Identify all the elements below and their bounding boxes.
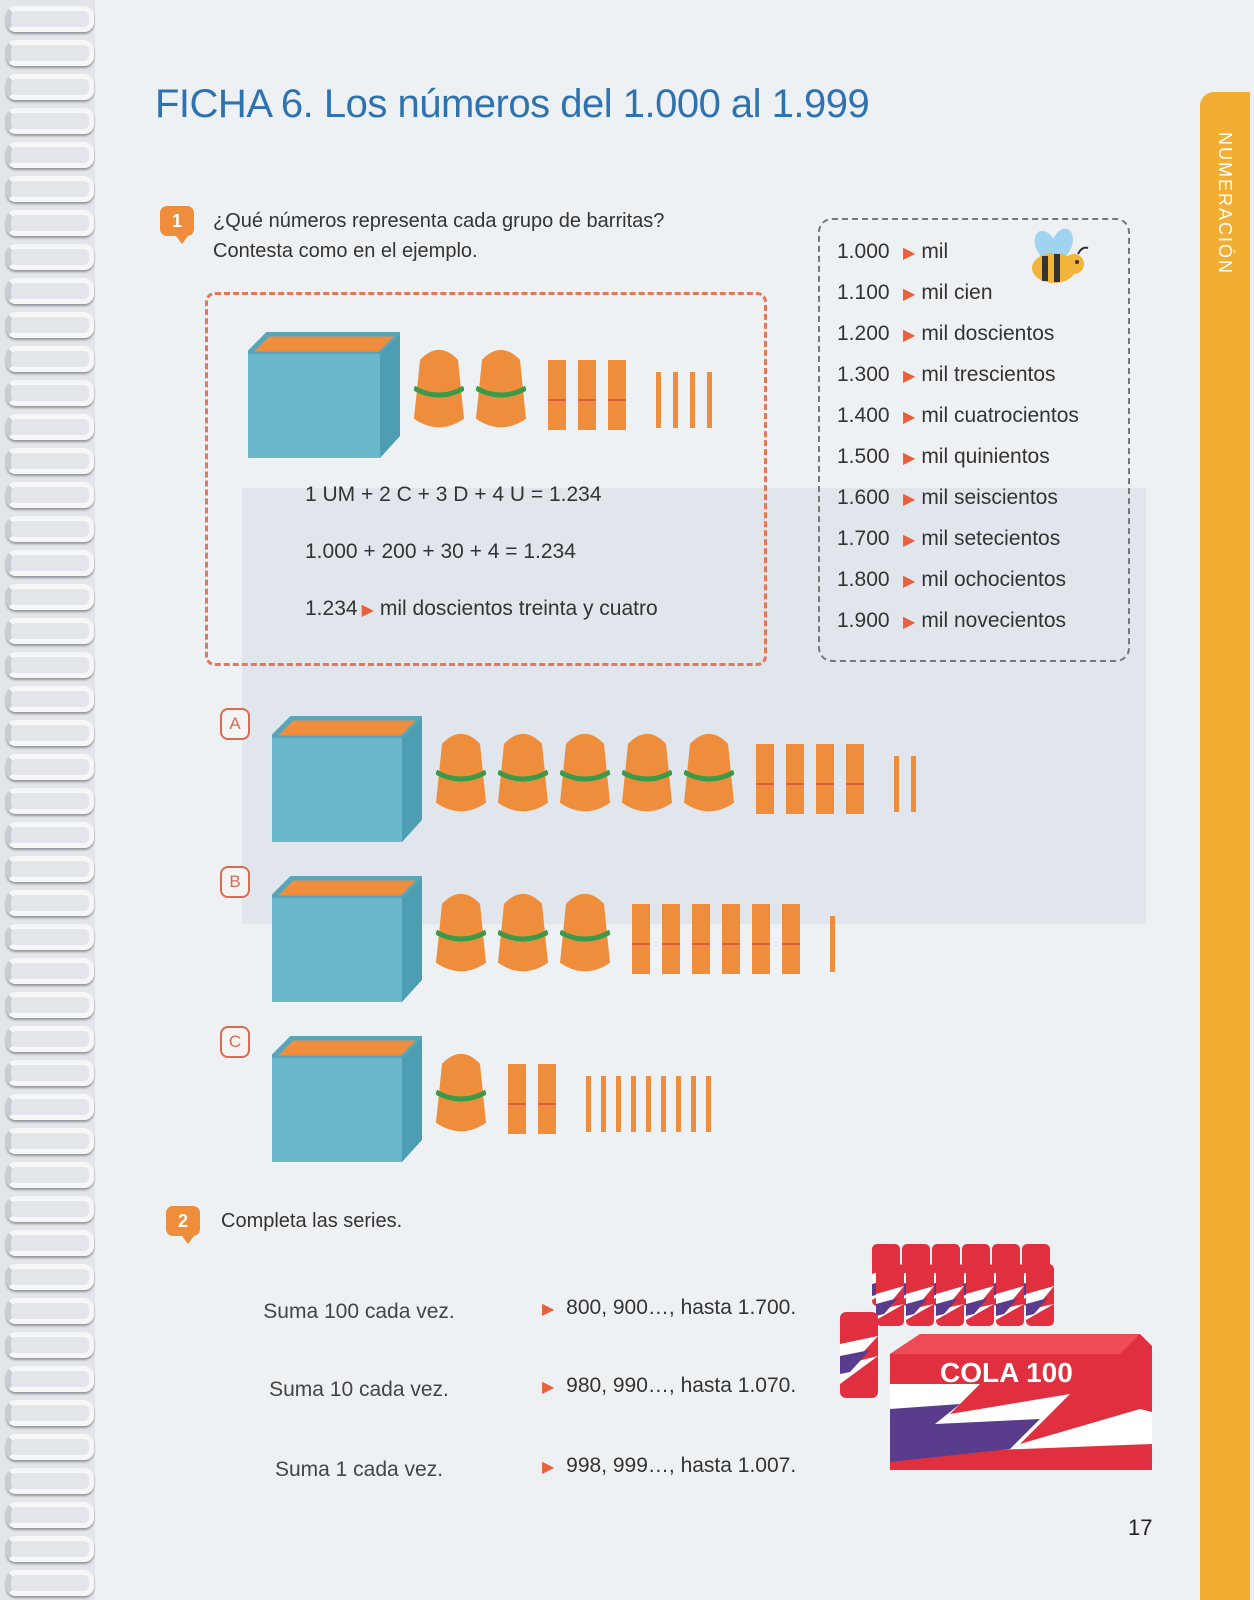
arrow-icon: ▶ — [903, 491, 916, 508]
cola-box-label: COLA 100 — [940, 1357, 1073, 1388]
unit-stick — [706, 1076, 711, 1132]
cola-box — [890, 1334, 1152, 1470]
unit-stick — [707, 372, 712, 428]
cola-can — [936, 1264, 964, 1326]
reference-number: 1.900 — [837, 609, 890, 632]
reference-words: mil cien — [921, 281, 993, 304]
reference-row — [837, 404, 1079, 428]
exercise-1-instruction: Contesta como en el ejemplo. — [213, 240, 478, 262]
spiral-ring — [6, 1128, 94, 1154]
spiral-ring — [6, 1230, 94, 1256]
arrow-icon: ▶ — [903, 573, 916, 590]
example-equation-1: 1 UM + 2 C + 3 D + 4 U = 1.234 — [305, 483, 602, 506]
arrow-icon: ▶ — [903, 409, 916, 426]
page-number: 17 — [1128, 1515, 1153, 1540]
spiral-ring — [6, 1570, 94, 1596]
ten-rod — [786, 744, 804, 814]
series-1 — [538, 1454, 796, 1478]
example-number: 1.234 — [305, 597, 358, 620]
spiral-ring — [6, 482, 94, 508]
spiral-ring — [6, 40, 94, 66]
arrow-icon: ▶ — [903, 286, 916, 303]
spiral-ring — [6, 686, 94, 712]
group-label-c: C — [220, 1026, 250, 1058]
thousand-cube — [272, 1036, 422, 1164]
spiral-ring — [6, 1536, 94, 1562]
reference-row — [837, 568, 1066, 592]
spiral-ring — [6, 720, 94, 746]
reference-words: mil ochocientos — [921, 568, 1067, 591]
spiral-ring — [6, 924, 94, 950]
unit-stick — [631, 1076, 636, 1132]
rod-mark — [846, 783, 864, 785]
rod-mark — [816, 783, 834, 785]
rod-mark — [538, 1103, 556, 1105]
series-10 — [538, 1374, 796, 1398]
series-10-text: 980, 990…, hasta 1.070. — [566, 1374, 797, 1397]
unit-stick — [691, 1076, 696, 1132]
spiral-ring — [6, 516, 94, 542]
can-stack — [872, 1244, 1054, 1326]
cola-can — [1026, 1264, 1054, 1326]
group-label-b: B — [220, 866, 250, 898]
exercise-2-badge: 2 — [166, 1206, 200, 1236]
spiral-ring — [6, 856, 94, 882]
unit-stick — [586, 1076, 591, 1132]
unit-stick — [911, 756, 916, 812]
arrow-icon: ▶ — [903, 532, 916, 549]
reference-number: 1.000 — [837, 240, 890, 263]
spiral-ring — [6, 1400, 94, 1426]
series-rule-10: Suma 10 cada vez. — [269, 1378, 449, 1401]
hundred-flat — [436, 888, 486, 976]
hundred-flat — [560, 728, 610, 816]
ten-rod — [692, 904, 710, 974]
spiral-ring — [6, 550, 94, 576]
reference-words: mil novecientos — [921, 609, 1067, 632]
spiral-ring — [6, 346, 94, 372]
hundred-flat — [622, 728, 672, 816]
reference-words: mil doscientos — [921, 322, 1055, 345]
unit-stick — [661, 1076, 666, 1132]
spiral-ring — [6, 74, 94, 100]
reference-row — [837, 527, 1060, 551]
spiral-ring — [6, 754, 94, 780]
spiral-ring — [6, 584, 94, 610]
arrow-icon: ▶ — [542, 1379, 555, 1396]
spiral-ring — [6, 1434, 94, 1460]
spiral-ring — [6, 448, 94, 474]
example-words: mil doscientos treinta y cuatro — [379, 597, 658, 620]
spiral-ring — [6, 278, 94, 304]
reference-number: 1.400 — [837, 404, 890, 427]
spiral-ring — [6, 210, 94, 236]
reference-number: 1.200 — [837, 322, 890, 345]
series-rule-1: Suma 1 cada vez. — [274, 1458, 444, 1481]
cola-can — [876, 1264, 904, 1326]
reference-row — [837, 609, 1066, 633]
arrow-icon: ▶ — [903, 327, 916, 344]
reference-row — [837, 240, 948, 264]
reference-words: mil quinientos — [921, 445, 1050, 468]
unit-stick — [656, 372, 661, 428]
hundred-flat — [476, 344, 526, 432]
unit-stick — [646, 1076, 651, 1132]
spiral-ring — [6, 1366, 94, 1392]
arrow-icon: ▶ — [903, 450, 916, 467]
rod-mark — [508, 1103, 526, 1105]
spiral-ring — [6, 1264, 94, 1290]
hundred-flat — [684, 728, 734, 816]
unit-stick — [601, 1076, 606, 1132]
unit-stick — [830, 916, 835, 972]
thousand-cube — [272, 716, 422, 844]
unit-stick — [690, 372, 695, 428]
rod-mark — [662, 943, 680, 945]
spiral-ring — [6, 958, 94, 984]
exercise-2-prompt: Completa las series. — [221, 1210, 403, 1232]
section-tab-label: NUMERACIÓN — [1215, 132, 1235, 276]
ten-rod — [632, 904, 650, 974]
unit-stick — [676, 1076, 681, 1132]
spiral-ring — [6, 890, 94, 916]
spiral-ring — [6, 1468, 94, 1494]
ten-rod — [756, 744, 774, 814]
series-1-text: 998, 999…, hasta 1.007. — [566, 1454, 797, 1477]
reference-row — [837, 445, 1050, 469]
hundred-flat — [498, 888, 548, 976]
arrow-icon: ▶ — [361, 602, 374, 619]
section-tab — [1200, 92, 1250, 1600]
spiral-ring — [6, 176, 94, 202]
rod-mark — [722, 943, 740, 945]
rod-mark — [752, 943, 770, 945]
ten-rod — [578, 360, 596, 430]
spiral-ring — [6, 992, 94, 1018]
spiral-binding — [0, 0, 95, 1600]
unit-stick — [673, 372, 678, 428]
rod-mark — [782, 943, 800, 945]
unit-stick — [616, 1076, 621, 1132]
example-in-words — [305, 597, 658, 621]
bee-icon — [1016, 226, 1096, 296]
rod-mark — [692, 943, 710, 945]
spiral-ring — [6, 312, 94, 338]
spiral-ring — [6, 142, 94, 168]
reference-row — [837, 486, 1058, 510]
ten-rod — [752, 904, 770, 974]
ten-rod — [538, 1064, 556, 1134]
spiral-ring — [6, 244, 94, 270]
reference-row — [837, 322, 1054, 346]
spiral-ring — [6, 108, 94, 134]
exercise-1-badge: 1 — [160, 206, 194, 236]
reference-number: 1.700 — [837, 527, 890, 550]
rod-mark — [786, 783, 804, 785]
arrow-icon: ▶ — [542, 1301, 555, 1318]
series-100 — [538, 1296, 796, 1320]
ten-rod — [722, 904, 740, 974]
cola-can — [906, 1264, 934, 1326]
ten-rod — [662, 904, 680, 974]
arrow-icon: ▶ — [903, 614, 916, 631]
hundred-flat — [498, 728, 548, 816]
rod-mark — [756, 783, 774, 785]
reference-number: 1.800 — [837, 568, 890, 591]
ten-rod — [782, 904, 800, 974]
spiral-ring — [6, 1332, 94, 1358]
series-rule-100: Suma 100 cada vez. — [263, 1300, 455, 1323]
hundred-flat — [414, 344, 464, 432]
reference-number: 1.600 — [837, 486, 890, 509]
unit-stick — [894, 756, 899, 812]
spiral-ring — [6, 414, 94, 440]
single-can — [840, 1312, 878, 1398]
spiral-ring — [6, 1196, 94, 1222]
rod-mark — [548, 399, 566, 401]
spiral-ring — [6, 1094, 94, 1120]
spiral-ring — [6, 1060, 94, 1086]
rod-mark — [632, 943, 650, 945]
cola-cans-illustration — [840, 1244, 1170, 1480]
reference-row — [837, 281, 993, 305]
ten-rod — [508, 1064, 526, 1134]
spiral-ring — [6, 1298, 94, 1324]
spiral-ring — [6, 1026, 94, 1052]
rod-mark — [608, 399, 626, 401]
reference-row — [837, 363, 1056, 387]
cola-can — [966, 1264, 994, 1326]
reference-number: 1.300 — [837, 363, 890, 386]
spiral-ring — [6, 380, 94, 406]
arrow-icon: ▶ — [542, 1459, 555, 1476]
spiral-ring — [6, 1502, 94, 1528]
reference-number: 1.500 — [837, 445, 890, 468]
reference-words: mil setecientos — [921, 527, 1061, 550]
hundred-flat — [560, 888, 610, 976]
reference-words: mil seiscientos — [921, 486, 1058, 509]
example-equation-2: 1.000 + 200 + 30 + 4 = 1.234 — [305, 540, 576, 563]
page-title: FICHA 6. Los números del 1.000 al 1.999 — [155, 82, 870, 126]
exercise-1-question: ¿Qué números representa cada grupo de barritas? — [213, 210, 665, 232]
spiral-ring — [6, 788, 94, 814]
cola-can — [996, 1264, 1024, 1326]
arrow-icon: ▶ — [903, 245, 916, 262]
reference-words: mil trescientos — [921, 363, 1056, 386]
reference-words: mil cuatrocientos — [921, 404, 1079, 427]
thousand-cube — [272, 876, 422, 1004]
thousand-cube — [248, 332, 400, 460]
spiral-ring — [6, 618, 94, 644]
reference-number: 1.100 — [837, 281, 890, 304]
ten-rod — [548, 360, 566, 430]
ten-rod — [816, 744, 834, 814]
arrow-icon: ▶ — [903, 368, 916, 385]
ten-rod — [608, 360, 626, 430]
spiral-ring — [6, 822, 94, 848]
hundred-flat — [436, 1048, 486, 1136]
series-100-text: 800, 900…, hasta 1.700. — [566, 1296, 797, 1319]
ten-rod — [846, 744, 864, 814]
reference-list — [818, 218, 1130, 662]
group-label-a: A — [220, 708, 250, 740]
spiral-ring — [6, 1162, 94, 1188]
hundred-flat — [436, 728, 486, 816]
reference-words: mil — [921, 240, 949, 263]
spiral-ring — [6, 652, 94, 678]
rod-mark — [578, 399, 596, 401]
spiral-ring — [6, 6, 94, 32]
